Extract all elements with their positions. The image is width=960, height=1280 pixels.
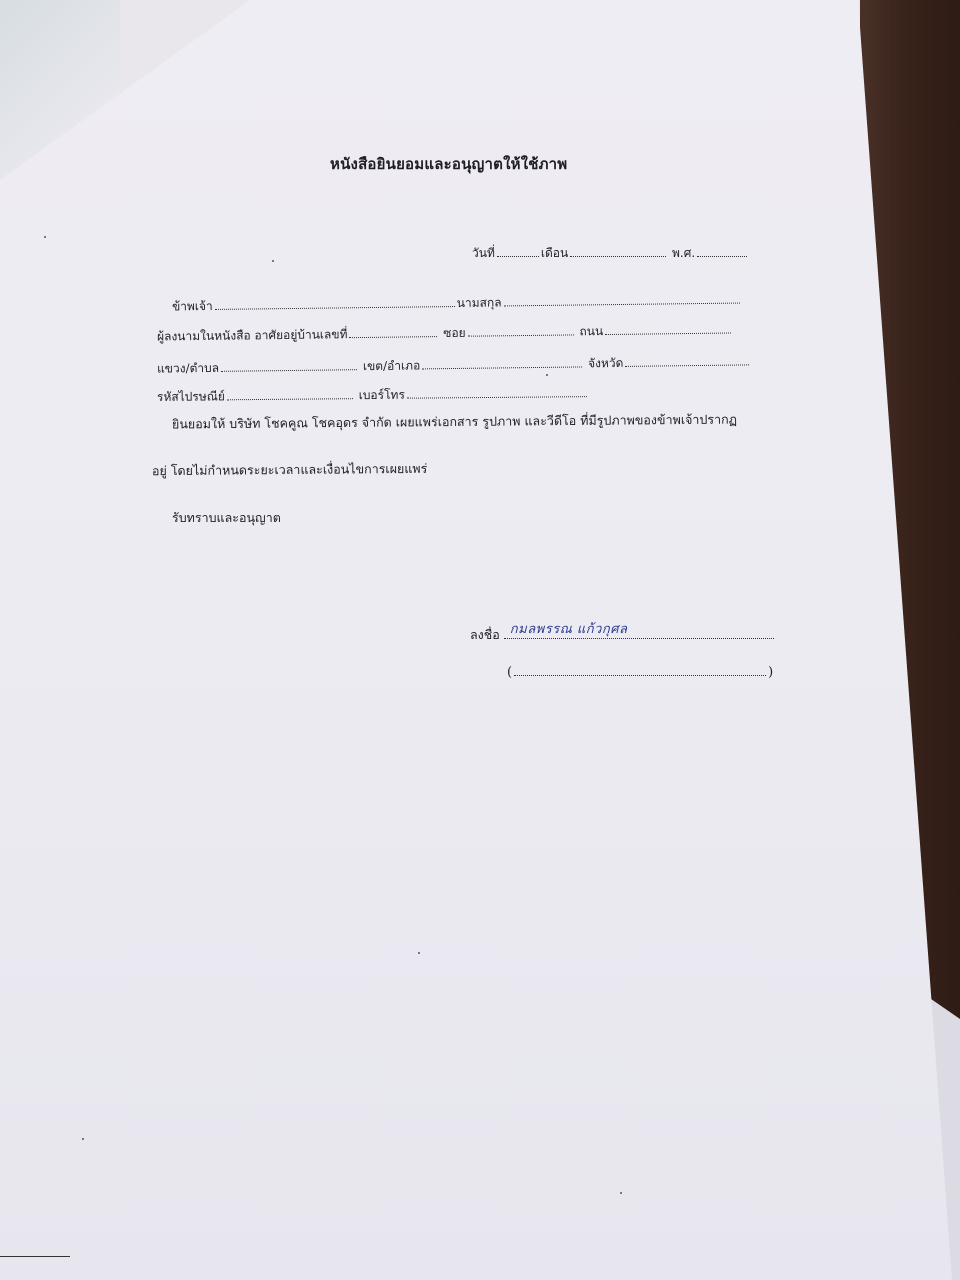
paren-close: ) bbox=[768, 665, 774, 680]
paper-speck bbox=[272, 260, 274, 262]
name-label: ข้าพเจ้า bbox=[171, 298, 213, 314]
postal-field[interactable] bbox=[227, 387, 353, 400]
signature-label: ลงชื่อ bbox=[470, 627, 500, 642]
province-label: จังหวัด bbox=[587, 355, 624, 371]
name-field[interactable] bbox=[215, 295, 455, 310]
paren-open: ( bbox=[507, 665, 513, 680]
phone-field[interactable] bbox=[407, 385, 587, 399]
address-line bbox=[157, 320, 733, 346]
document-title: หนังสือยินยอมและอนุญาตให้ใช้ภาพ bbox=[330, 155, 568, 173]
road-label: ถนน bbox=[579, 324, 604, 339]
month-label: เดือน bbox=[540, 246, 569, 260]
road-field[interactable] bbox=[605, 322, 731, 336]
soi-field[interactable] bbox=[468, 323, 574, 336]
paper-speck bbox=[418, 952, 420, 954]
phone-label: เบอร์โทร bbox=[358, 387, 405, 403]
day-label: วันที่ bbox=[472, 246, 495, 260]
postal-label: รหัสไปรษณีย์ bbox=[156, 389, 225, 404]
consent-text-line-2: อยู่ โดยไม่กำหนดระยะเวลาและเงื่อนไขการเผยแพร่ bbox=[151, 460, 428, 479]
surname-label: นามสกุล bbox=[456, 295, 502, 310]
paper-speck bbox=[44, 236, 46, 238]
name-line bbox=[172, 291, 742, 317]
day-field[interactable] bbox=[497, 245, 539, 257]
paper-speck bbox=[620, 1192, 622, 1194]
soi-label: ซอย bbox=[443, 325, 466, 341]
paper-edge-mark bbox=[0, 1256, 70, 1257]
surname-field[interactable] bbox=[503, 292, 739, 307]
paper-speck bbox=[546, 374, 548, 376]
district-field[interactable] bbox=[422, 355, 582, 369]
consent-text-line-1: ยินยอมให้ บริษัท โชคคูณ โชคอุดร จำกัด เผยแพร่เอกสาร รูปภาพ และวีดีโอ ที่มีรูปภาพของข้าพเจ้าปรากฏ bbox=[171, 411, 738, 432]
district-label: เขต/อำเภอ bbox=[362, 358, 421, 374]
handwritten-signature: กมลพรรณ แก้วกุศล bbox=[509, 622, 628, 637]
subdistrict-field[interactable] bbox=[221, 358, 357, 372]
printed-name-line bbox=[507, 664, 773, 680]
printed-name-field[interactable] bbox=[514, 664, 766, 676]
date-line bbox=[472, 244, 749, 263]
signature-line bbox=[470, 620, 774, 645]
province-field[interactable] bbox=[625, 353, 749, 367]
subdistrict-label: แขวง/ตำบล bbox=[156, 360, 220, 376]
signature-field[interactable] bbox=[504, 620, 774, 639]
district-line bbox=[157, 352, 752, 378]
house-number-field[interactable] bbox=[349, 325, 437, 338]
year-label: พ.ศ. bbox=[672, 246, 696, 260]
year-field[interactable] bbox=[697, 245, 747, 257]
signer-address-label: ผู้ลงนามในหนังสือ อาศัยอยู่บ้านเลขที่ bbox=[156, 327, 348, 344]
acknowledge-text: รับทราบและอนุญาต bbox=[172, 510, 281, 525]
paper-speck bbox=[82, 1138, 84, 1140]
month-field[interactable] bbox=[570, 245, 666, 257]
postal-line bbox=[157, 384, 589, 407]
